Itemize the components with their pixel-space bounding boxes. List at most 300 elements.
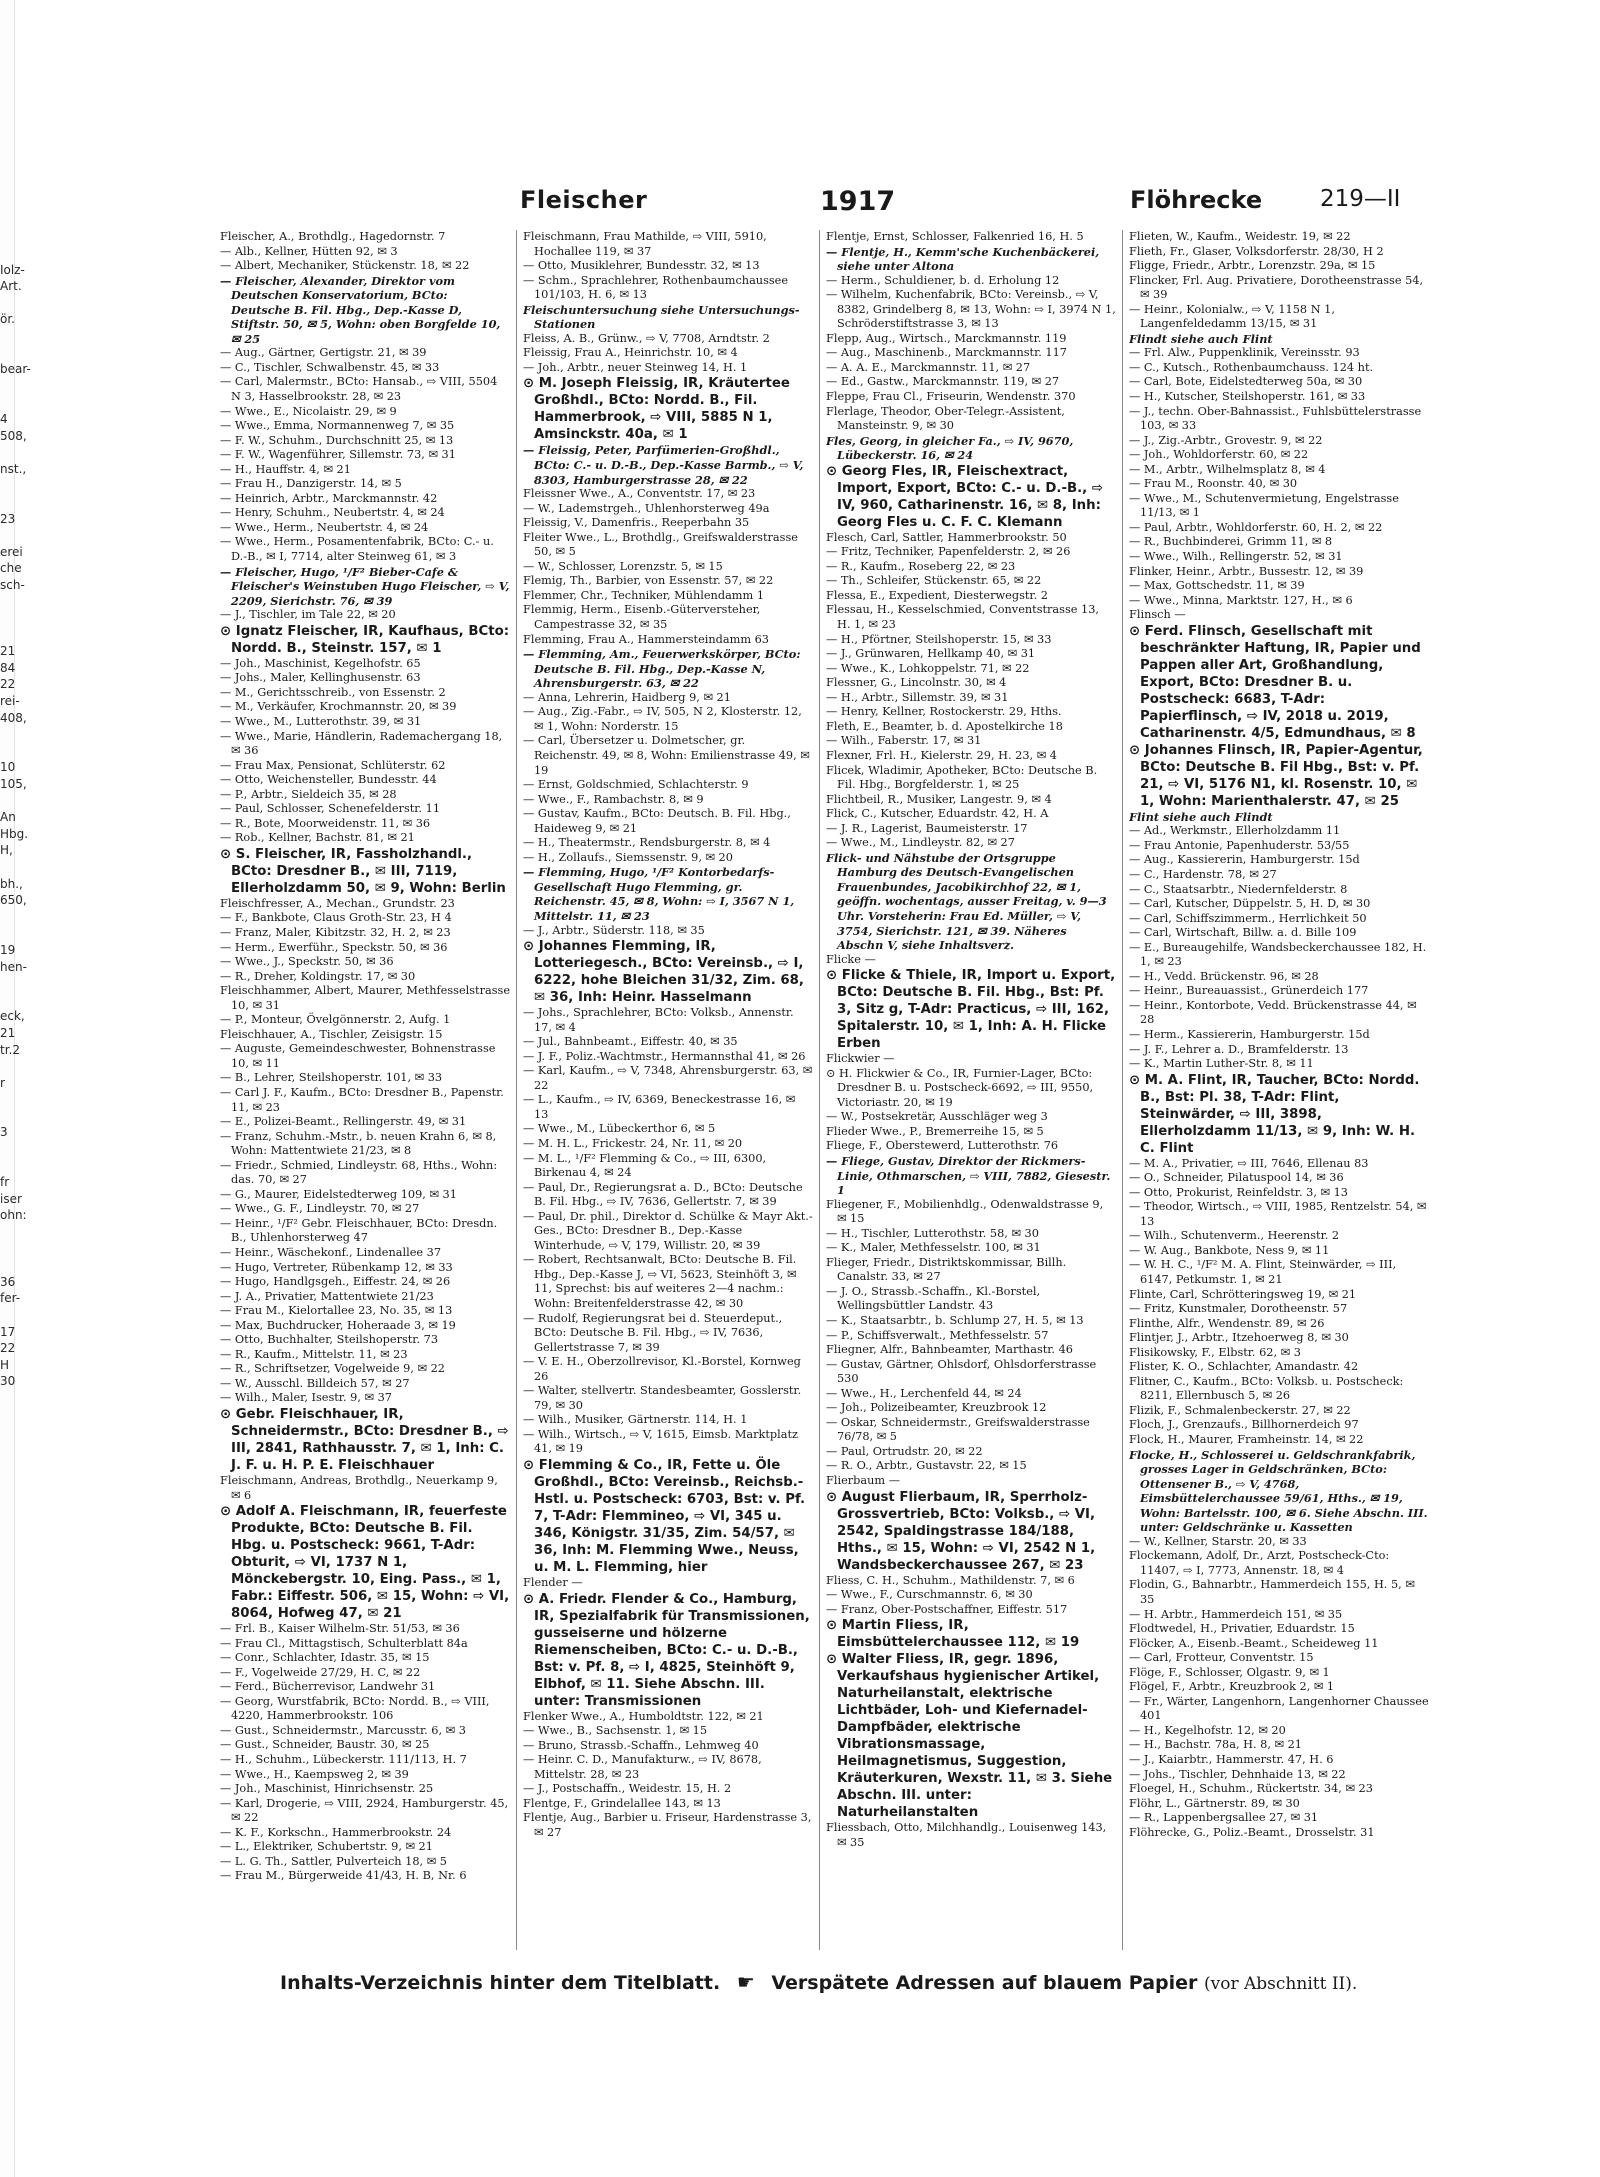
directory-entry: — F. W., Wagenführer, Sillemstr. 73, ✉ 31 [220, 448, 456, 462]
directory-entry: — Heinr., ¹/F² Gebr. Fleischhauer, BCto: Dresdn. B., Uhlenhorsterweg 47 [220, 1216, 498, 1245]
directory-entry: Fligge, Friedr., Arbtr., Lorenzstr. 29a, ✉ 15 [1129, 259, 1376, 273]
left-page-fragment-line: 21 [0, 644, 16, 659]
left-page-fragment-line: 36 [0, 1274, 16, 1289]
directory-entry: — M. H. L., Frickestr. 24, Nr. 11, ✉ 20 [523, 1136, 743, 1150]
directory-entry: Flessner, G., Lincolnstr. 30, ✉ 4 [826, 676, 1007, 690]
left-page-fragment-line [0, 1108, 44, 1125]
directory-entry: Fleischhauer, A., Tischler, Zeisigstr. 15 [220, 1027, 443, 1041]
directory-entry: — J. F., Lehrer a. D., Bramfelderstr. 13 [1129, 1042, 1349, 1056]
directory-entry: — O., Schneider, Pilatuspool 14, ✉ 36 [1129, 1171, 1344, 1185]
directory-entry: — R., Schriftsetzer, Vogelweide 9, ✉ 22 [220, 1362, 445, 1376]
directory-entry: — G., Maurer, Eidelstedterweg 109, ✉ 31 [220, 1187, 457, 1201]
left-page-fragment-line: 508, [0, 428, 27, 443]
directory-entry: — M., Gerichtsschreib., von Essenstr. 2 [220, 685, 446, 699]
directory-entry: Fleppe, Frau Cl., Friseurin, Wendenstr. 370 [826, 390, 1076, 404]
directory-entry: — Joh., Polizeibeamter, Kreuzbrook 12 [826, 1401, 1047, 1415]
directory-entry: — Wwe., K., Lohkoppelstr. 71, ✉ 22 [826, 661, 1030, 675]
directory-entry: — Wwe., Minna, Marktstr. 127, H., ✉ 6 [1129, 593, 1353, 607]
directory-entry: — W., Ausschl. Billdeich 57, ✉ 27 [220, 1376, 410, 1390]
directory-entry: Flieder Wwe., P., Bremerreihe 15, ✉ 5 [826, 1124, 1044, 1138]
directory-entry: Flinthe, Alfr., Wendenstr. 89, ✉ 26 [1129, 1316, 1325, 1330]
left-page-fragment-line: tr.2 [0, 1042, 20, 1057]
directory-entry: — H., Zollaufs., Siemssenstr. 9, ✉ 20 [523, 850, 733, 864]
left-page-fragment-line: 30 [0, 1374, 16, 1389]
left-page-fragment-line [0, 975, 44, 992]
directory-entry: — Wilhelm, Kuchenfabrik, BCto: Vereinsb., ⇨ V, 8382, Grindelberg 8, ✉ 13, Wohn: ⇨ I, 3974 N 1, Schröderstiftstrasse 3, ✉ 13 [826, 288, 1116, 331]
directory-entry: — Wwe., F., Curschmannstr. 6, ✉ 30 [826, 1588, 1033, 1602]
left-page-fragment-line [0, 328, 44, 345]
directory-entry: Fleiss, A. B., Grünw., ⇨ V, 7708, Arndtstr. 2 [523, 331, 770, 345]
left-page-fragment-line [0, 477, 44, 494]
directory-entry: Flepp, Aug., Wirtsch., Marckmannstr. 119 [826, 331, 1067, 345]
directory-entry: ⊙ Johannes Flinsch, IR, Papier-Agentur, BCto: Deutsche B. Fil Hbg., Bst: v. Pf. 21, ⇨ VI, 5176 N1, kl. Rosenstr. 10, ✉ 1, Wohn: Marienthalerstr. 47, ✉ 25 [1129, 742, 1423, 809]
directory-entry: Fleischer, A., Brothdlg., Hagedornstr. 7 [220, 230, 446, 243]
directory-entry: ⊙ August Flierbaum, IR, Sperrholz-Grossvertrieb, BCto: Volksb., ⇨ VI, 2542, Spaldingstrasse 184/188, Hths., ✉ 15, Wohn: ⇨ VI, 2542 N 1, Wandsbeckerchaussee 267, ✉ 23 [826, 1489, 1096, 1573]
directory-entry: — J., Kaiarbtr., Hammerstr. 47, H. 6 [1129, 1753, 1334, 1767]
left-page-fragment-line: 19 [0, 942, 16, 957]
directory-entry: — Gustav, Gärtner, Ohlsdorf, Ohlsdorferstrasse 530 [826, 1357, 1097, 1386]
directory-entry: Flöcker, A., Eisenb.-Beamt., Scheideweg 11 [1129, 1636, 1379, 1650]
page-number: 219—II [1320, 186, 1401, 212]
directory-entry: — Alb., Kellner, Hütten 92, ✉ 3 [220, 244, 398, 258]
directory-entry: — Oskar, Schneidermstr., Greifswalderstrasse 76/78, ✉ 5 [826, 1415, 1090, 1444]
directory-entry: — Paul, Dr., Regierungsrat a. D., BCto: Deutsche B. Fil. Hbg., ⇨ IV, 7636, Gellertstr. 7, ✉ 39 [523, 1180, 803, 1209]
directory-entry: — Flemming, Am., Feuerwerkskörper, BCto: Deutsche B. Fil. Hbg., Dep.-Kasse N, Ahrensburgerstr. 63, ✉ 22 [523, 647, 801, 691]
left-page-fragment-line: hen- [0, 959, 27, 974]
directory-entry: — Frl. Alw., Puppenklinik, Vereinsstr. 93 [1129, 346, 1360, 360]
directory-entry: Fliess, C. H., Schuhm., Mathildenstr. 7, ✉ 6 [826, 1573, 1075, 1587]
left-page-fragment-line [0, 859, 44, 876]
directory-entry: — R., Kaufm., Mittelstr. 11, ✉ 23 [220, 1347, 408, 1361]
left-page-fragment-line [0, 627, 44, 644]
directory-entry: — Ferd., Bücherrevisor, Landwehr 31 [220, 1680, 436, 1694]
directory-entry: — L., Elektriker, Schubertstr. 9, ✉ 21 [220, 1840, 433, 1854]
directory-entry: — Joh., Wohldorferstr. 60, ✉ 22 [1129, 448, 1309, 462]
left-page-fragment-line: 3 [0, 1125, 8, 1140]
left-page-fragment-line: r [0, 1075, 5, 1090]
directory-entry: — B., Lehrer, Steilshoperstr. 101, ✉ 33 [220, 1071, 443, 1085]
directory-entry: Flinker, Heinr., Arbtr., Bussestr. 12, ✉ 39 [1129, 564, 1364, 578]
directory-entry: Flichtbeil, R., Musiker, Langestr. 9, ✉ 4 [826, 792, 1052, 806]
column-3 [826, 230, 1116, 1960]
directory-entry: Flincker, Frl. Aug. Privatiere, Dorotheenstrasse 54, ✉ 39 [1129, 273, 1424, 302]
directory-entry: Flick, C., Kutscher, Eduardstr. 42, H. A [826, 807, 1049, 821]
directory-entry: ⊙ H. Flickwier & Co., IR, Furnier-Lager, BCto: Dresdner B. u. Postscheck-6692, ⇨ III, 9550, Victoriastr. 20, ✉ 19 [826, 1066, 1094, 1109]
left-page-fragment-line [0, 743, 44, 760]
directory-page [220, 178, 1460, 2078]
directory-entry: — C., Kutsch., Rothenbaumchauss. 124 ht. [1129, 360, 1374, 374]
directory-entry: — Hugo, Handlgsgeh., Eiffestr. 24, ✉ 26 [220, 1275, 451, 1289]
directory-entry: — Henry, Kellner, Rostockerstr. 29, Hths. [826, 705, 1062, 719]
directory-entry: — Frau H., Danzigerstr. 14, ✉ 5 [220, 477, 402, 491]
directory-entry: — Wwe., G. F., Lindleystr. 70, ✉ 27 [220, 1202, 420, 1216]
directory-entry: ⊙ Walter Fliess, IR, gegr. 1896, Verkaufshaus hygienischer Artikel, Naturheilanstalt, elektrische Lichtbäder, Loh- und Kiefernadel-Dampfbäder, elektrische Vibrationsmassage, Heilmagnetismus, Suggestion, Kräuterkuren, Wexstr. 11, ✉ 3. Siehe Abschn. III. unter: Naturheilanstalten [826, 1652, 1113, 1821]
directory-entry: — C., Staatsarbtr., Niedernfelderstr. 8 [1129, 882, 1348, 896]
directory-entry: — Franz, Ober-Postschaffner, Eiffestr. 517 [826, 1602, 1068, 1616]
directory-entry: — E., Polizei-Beamt., Rellingerstr. 49, ✉ 31 [220, 1115, 467, 1129]
left-page-fragment-line [0, 245, 44, 262]
directory-entry: Flender — [523, 1576, 583, 1590]
left-page-fragment-line: Iolz- [0, 262, 25, 277]
directory-entry: — H., Vedd. Brückenstr. 96, ✉ 28 [1129, 969, 1319, 983]
directory-entry: Fleischfresser, A., Mechan., Grundstr. 23 [220, 896, 455, 910]
directory-entry: — Wilh., Musiker, Gärtnerstr. 114, H. 1 [523, 1413, 748, 1427]
directory-entry: — Heinrich, Arbtr., Marckmannstr. 42 [220, 491, 438, 505]
directory-entry: — Wwe., M., Lutterothstr. 39, ✉ 31 [220, 714, 422, 728]
left-page-fragment-line [0, 444, 44, 461]
directory-entry: — Frau M., Kielortallee 23, No. 35, ✉ 13 [220, 1304, 453, 1318]
directory-entry: Fleissner Wwe., A., Conventstr. 17, ✉ 23 [523, 487, 756, 501]
directory-entry: — Fritz, Techniker, Papenfelderstr. 2, ✉ 26 [826, 545, 1071, 559]
directory-entry: — K., Maler, Methfesselstr. 100, ✉ 31 [826, 1241, 1041, 1255]
directory-entry: Flocke, H., Schlosserei u. Geldschrankfabrik, grosses Lager in Geldschränken, BCto: Ottensener B., ⇨ V, 4768, Eimsbüttelerchaussee 59/61, Hths., ✉ 19, Wohn: Bartelsstr. 100, ✉ 6. Siehe Abschn. III. unter: Geldschränke u. Kassetten [1129, 1447, 1428, 1535]
directory-entry: — C., Hardenstr. 78, ✉ 27 [1129, 867, 1277, 881]
directory-entry: — J. R., Lagerist, Baumeisterstr. 17 [826, 821, 1028, 835]
directory-entry: — Wwe., H., Lerchenfeld 44, ✉ 24 [826, 1386, 1022, 1400]
directory-entry: — W., Schlosser, Lorenzstr. 5, ✉ 15 [523, 559, 723, 573]
left-page-fragment-line: bear- [0, 362, 31, 377]
directory-entry: Fleissig, Frau A., Heinrichstr. 10, ✉ 4 [523, 346, 738, 360]
directory-entry: Flockemann, Adolf, Dr., Arzt, Postscheck-Cto: 11407, ⇨ I, 7773, Annenstr. 18, ✉ 4 [1129, 1549, 1390, 1577]
directory-entry: — F., Bankbote, Claus Groth-Str. 23, H 4 [220, 911, 452, 925]
directory-entry: — Anna, Lehrerin, Haidberg 9, ✉ 21 [523, 690, 731, 704]
directory-entry: — Rudolf, Regierungsrat bei d. Steuerdeput., BCto: Deutsche B. Fil. Hbg., ⇨ IV, 7636, Gellertstrasse 7, ✉ 39 [523, 1311, 783, 1354]
directory-entry: — Otto, Prokurist, Reinfeldstr. 3, ✉ 13 [1129, 1185, 1348, 1199]
left-page-fragment-line [0, 1224, 44, 1241]
directory-entry: — Heinr. C. D., Manufakturw., ⇨ IV, 8678, Mittelstr. 28, ✉ 23 [523, 1753, 762, 1781]
left-page-fragment-line: ör. [0, 312, 15, 327]
directory-entry: Flodin, G., Bahnarbtr., Hammerdeich 155, H. 5, ✉ 35 [1129, 1578, 1415, 1607]
directory-entry: Flintjer, J., Arbtr., Itzehoerweg 8, ✉ 30 [1129, 1331, 1349, 1345]
directory-entry: — R., Bote, Moorweidenstr. 11, ✉ 36 [220, 816, 431, 830]
header-first-entry: Fleischer [520, 186, 648, 214]
directory-entry: — R. O., Arbtr., Gustavstr. 22, ✉ 15 [826, 1459, 1027, 1473]
directory-entry: — J., Grünwaren, Hellkamp 40, ✉ 31 [826, 647, 1036, 661]
left-page-fragment-line: sch- [0, 577, 25, 592]
directory-entry: — Aug., Gärtner, Gertigstr. 21, ✉ 39 [220, 346, 427, 360]
directory-entry: — H., Tischler, Lutterothstr. 58, ✉ 30 [826, 1226, 1039, 1240]
directory-entry: — Schm., Sprachlehrer, Rothenbaumchaussee 101/103, H. 6, ✉ 13 [523, 273, 789, 302]
directory-entry: ⊙ S. Fleischer, IR, Fassholzhandl., BCto: Dresdner B., ✉ III, 7119, Ellerholzdamm 50, ✉ 9, Wohn: Berlin [220, 846, 506, 896]
left-page-fragment-line [0, 527, 44, 544]
footer-late-addresses-note: Verspätete Adressen auf blauem Papier [771, 1972, 1198, 1994]
directory-entry: — R., Kaufm., Roseberg 22, ✉ 23 [826, 559, 1016, 573]
directory-entry: Fleischmann, Frau Mathilde, ⇨ VIII, 5910, Hochallee 119, ✉ 37 [523, 230, 767, 258]
directory-entry: — L. G. Th., Sattler, Pulverteich 18, ✉ 5 [220, 1854, 447, 1868]
header-last-entry: Flöhrecke [1130, 186, 1263, 214]
directory-entry: — W., Kellner, Starstr. 20, ✉ 33 [1129, 1534, 1307, 1548]
directory-entry: — J., Postschaffn., Weidestr. 15, H. 2 [523, 1782, 732, 1796]
left-page-fragment-line [0, 345, 44, 362]
left-page-fragment-line [0, 793, 44, 810]
directory-entry: — J., techn. Ober-Bahnassist., Fuhlsbüttelerstrasse 103, ✉ 33 [1129, 404, 1422, 433]
directory-entry: — R., Buchbinderei, Grimm 11, ✉ 8 [1129, 535, 1333, 549]
left-page-fragment-line [0, 909, 44, 926]
directory-entry: — P., Arbtr., Sieldeich 35, ✉ 28 [220, 787, 397, 801]
left-page-fragment-line [0, 394, 44, 411]
directory-entry: — Auguste, Gemeindeschwester, Bohnenstrasse 10, ✉ 11 [220, 1042, 496, 1070]
directory-entry: — Gust., Schneider, Baustr. 30, ✉ 25 [220, 1738, 430, 1752]
directory-entry: — Carl J. F., Kaufm., BCto: Dresdner B., Papenstr. 11, ✉ 23 [220, 1085, 504, 1114]
directory-entry: — Robert, Rechtsanwalt, BCto: Deutsche B. Fil. Hbg., Dep.-Kasse J, ⇨ VI, 5623, Steinhöft 3, ✉ 11, Sprechst: bis auf weiteres 2—4 nachm.: Wohn: Breitenfelderstrasse 42, ✉ 30 [523, 1253, 797, 1310]
directory-entry: Fleischmann, Andreas, Brothdlg., Neuerkamp 9, ✉ 6 [220, 1474, 498, 1502]
directory-entry: ⊙ Flicke & Thiele, IR, Import u. Export, BCto: Deutsche B. Fil. Hbg., Bst: Pf. 3, Sitz g, T-Adr: Practicus, ⇨ III, 162, Spitalerstr. 10, ✉ 1, Inh: A. H. Flicke Erben [826, 968, 1116, 1052]
directory-entry: — Henry, Schuhm., Neubertstr. 4, ✉ 24 [220, 506, 445, 520]
column-4 [1129, 230, 1429, 1960]
directory-entry: Flentje, Aug., Barbier u. Friseur, Hardenstrasse 3, ✉ 27 [523, 1811, 812, 1839]
directory-entry: — Johs., Sprachlehrer, BCto: Volksb., Annenstr. 17, ✉ 4 [523, 1006, 794, 1034]
left-page-fragment-line: 22 [0, 1341, 16, 1356]
directory-entry: Flicek, Wladimir, Apotheker, BCto: Deutsche B. Fil. Hbg., Borgfelderstr. 1, ✉ 25 [826, 763, 1098, 792]
directory-entry: — Walter, stellvertr. Standesbeamter, Gosslerstr. 79, ✉ 30 [523, 1384, 802, 1412]
left-page-fragment-line: fer- [0, 1291, 21, 1306]
directory-entry: — J., Zig.-Arbtr., Grovestr. 9, ✉ 22 [1129, 433, 1323, 447]
directory-entry: Flessau, H., Kesselschmied, Conventstrasse 13, H. 1, ✉ 23 [826, 603, 1100, 632]
footer-section-note: (vor Abschnitt II). [1204, 1974, 1358, 1994]
directory-entry: Flitner, C., Kaufm., BCto: Volksb. u. Postscheck: 8211, Ellernbusch 5, ✉ 26 [1129, 1374, 1404, 1403]
directory-entry: — Wwe., Emma, Normannenweg 7, ✉ 35 [220, 419, 455, 433]
directory-entry: — Otto, Musiklehrer, Bundesstr. 32, ✉ 13 [523, 259, 760, 273]
directory-entry: — Aug., Kassiererin, Hamburgerstr. 15d [1129, 853, 1360, 867]
directory-entry: Fliege, F., Oberstewerd, Lutterothstr. 76 [826, 1139, 1059, 1153]
left-page-fragment-line: erei [0, 544, 23, 559]
left-page-fragment-line: 23 [0, 511, 16, 526]
directory-entry: — Paul, Schlosser, Schenefelderstr. 11 [220, 802, 441, 816]
directory-entry: — Friedr., Schmied, Lindleystr. 68, Hths., Wohn: das. 70, ✉ 27 [220, 1158, 498, 1187]
directory-entry: — H., Theatermstr., Rendsburgerstr. 8, ✉ 4 [523, 836, 771, 850]
directory-entry: Flierbaum — [826, 1474, 900, 1488]
left-page-fragment-line [0, 610, 44, 627]
directory-entry: — H., Hauffstr. 4, ✉ 21 [220, 462, 351, 476]
directory-entry: ⊙ Gebr. Fleischhauer, IR, Schneidermstr., BCto: Dresdner B., ⇨ III, 2841, Rathhausstr. 7, ✉ 1, Inh: C. J. F. u. H. P. E. Fleischhauer [220, 1407, 509, 1474]
directory-entry: Floegel, H., Schuhm., Rückertstr. 34, ✉ 23 [1129, 1782, 1373, 1796]
directory-entry: Fleiter Wwe., L., Brothdlg., Greifswalderstrasse 50, ✉ 5 [523, 530, 798, 559]
directory-entry: Fleischuntersuchung siehe Untersuchungs-Stationen [523, 302, 800, 332]
directory-entry: Flöge, F., Schlosser, Olgastr. 9, ✉ 1 [1129, 1665, 1330, 1679]
directory-entry: — W. Aug., Bankbote, Ness 9, ✉ 11 [1129, 1243, 1330, 1257]
directory-entry: — K. F., Korkschn., Hammerbrookstr. 24 [220, 1825, 452, 1839]
directory-entry: — A. A. E., Marckmannstr. 11, ✉ 27 [826, 360, 1031, 374]
directory-entry: — W., Lademstrgeh., Uhlenhorsterweg 49a [523, 501, 770, 515]
left-page-fragment-line [0, 726, 44, 743]
left-page-fragment-line: Hbg. [0, 826, 29, 841]
directory-entry: — Gustav, Kaufm., BCto: Deutsch. B. Fil. Hbg., Haideweg 9, ✉ 21 [523, 807, 791, 835]
left-page-fragment-line: Art. [0, 279, 22, 294]
directory-entry: Flenker Wwe., A., Humboldtstr. 122, ✉ 21 [523, 1709, 764, 1723]
directory-entry: Flerlage, Theodor, Ober-Telegr.-Assistent, Mansteinstr. 9, ✉ 30 [826, 404, 1065, 433]
directory-entry: Flint siehe auch Flindt [1129, 809, 1273, 824]
directory-entry: — H., Arbtr., Sillemstr. 39, ✉ 31 [826, 690, 1009, 704]
directory-entry: — Albert, Mechaniker, Stückenstr. 18, ✉ 22 [220, 259, 470, 273]
directory-entry: Floch, J., Grenzaufs., Billhornerdeich 97 [1129, 1418, 1359, 1432]
left-page-fragment-line: 10 [0, 760, 16, 775]
column-divider [1122, 230, 1123, 1950]
directory-entry: — Paul, Dr. phil., Direktor d. Schülke & Mayr Akt.-Ges., BCto: Dresdner B., Dep.-Kasse Winterhude, ⇨ V, 179, Willistr. 20, ✉ 39 [523, 1209, 813, 1252]
left-page-fragment-line: ohn: [0, 1208, 27, 1223]
directory-entry: Flieten, W., Kaufm., Weidestr. 19, ✉ 22 [1129, 230, 1351, 243]
directory-entry: — Wilh., Maler, Isestr. 9, ✉ 37 [220, 1391, 392, 1405]
directory-entry: Flicke — [826, 952, 876, 966]
directory-entry: Fleissig, V., Damenfris., Reeperbahn 35 [523, 516, 750, 530]
left-page-fragment-line: H [0, 1357, 10, 1372]
directory-entry: — Otto, Weichensteller, Bundesstr. 44 [220, 773, 437, 787]
directory-entry: — Wwe., H., Kaempsweg 2, ✉ 39 [220, 1767, 409, 1781]
column-divider [819, 230, 820, 1950]
directory-entry: — H., Kutscher, Steilshoperstr. 161, ✉ 33 [1129, 390, 1366, 404]
directory-entry: — Carl, Kutscher, Düppelstr. 5, H. D, ✉ 30 [1129, 897, 1371, 911]
directory-entry: — Flentje, H., Kemm'sche Kuchenbäckerei, siehe unter Altona [826, 244, 1100, 274]
directory-entry: — P., Schiffsverwalt., Methfesselstr. 57 [826, 1328, 1049, 1342]
directory-entry: Flemig, Th., Barbier, von Essenstr. 57, ✉ 22 [523, 574, 774, 588]
directory-entry: — F. W., Schuhm., Durchschnitt 25, ✉ 13 [220, 433, 454, 447]
directory-entry: — Carl, Schiffszimmerm., Herrlichkeit 50 [1129, 911, 1367, 925]
directory-entry: Flickwier — [826, 1052, 895, 1066]
directory-entry: Flentje, Ernst, Schlosser, Falkenried 16, H. 5 [826, 230, 1084, 243]
directory-entry: — Frau Max, Pensionat, Schlüterstr. 62 [220, 758, 446, 772]
directory-entry: — Fritz, Kunstmaler, Dorotheenstr. 57 [1129, 1302, 1348, 1316]
directory-entry: — H., Pförtner, Steilshoperstr. 15, ✉ 33 [826, 632, 1052, 646]
left-page-fragment-line: rei- [0, 694, 20, 709]
directory-entry: — W., Postsekretär, Ausschläger weg 3 [826, 1110, 1048, 1124]
directory-entry: ⊙ Johannes Flemming, IR, Lotteriegesch., BCto: Vereinsb., ⇨ I, 6222, hohe Bleichen 31/32, Zim. 68, ✉ 36, Inh: Heinr. Hasselmann [523, 939, 804, 1006]
left-page-fragment-line: 4 [0, 411, 8, 426]
directory-entry: — Wwe., Marie, Händlerin, Rademachergang 18, ✉ 36 [220, 729, 503, 758]
directory-entry: — Herm., Kassiererin, Hamburgerstr. 15d [1129, 1027, 1370, 1041]
directory-entry: — Paul, Ortrudstr. 20, ✉ 22 [826, 1444, 983, 1458]
directory-entry: Flister, K. O., Schlachter, Amandastr. 42 [1129, 1360, 1359, 1374]
directory-entry: Flessa, E., Expedient, Diesterwegstr. 2 [826, 588, 1048, 602]
directory-entry: — Bruno, Strassb.-Schaffn., Lehmweg 40 [523, 1738, 759, 1752]
directory-entry: — Hugo, Vertreter, Rübenkamp 12, ✉ 33 [220, 1260, 453, 1274]
directory-entry: ⊙ Martin Fliess, IR, Eimsbüttelerchaussee 112, ✉ 19 [826, 1618, 1080, 1651]
directory-entry: — K., Martin Luther-Str. 8, ✉ 11 [1129, 1057, 1314, 1071]
directory-entry: — Wwe., J., Speckstr. 50, ✉ 36 [220, 955, 394, 969]
directory-entry: Flemmer, Chr., Techniker, Mühlendamm 1 [523, 588, 765, 602]
page-header [220, 178, 1460, 238]
directory-entry: Flodtwedel, H., Privatier, Eduardstr. 15 [1129, 1622, 1355, 1636]
directory-entry: — H. Arbtr., Hammerdeich 151, ✉ 35 [1129, 1607, 1343, 1621]
directory-entry: — Ed., Gastw., Marckmannstr. 119, ✉ 27 [826, 375, 1060, 389]
left-page-fragment-line [0, 494, 44, 511]
directory-entry: Fliegener, F., Mobilienhdlg., Odenwaldstrasse 9, ✉ 15 [826, 1197, 1104, 1226]
directory-entry: — Heinr., Wäschekonf., Lindenallee 37 [220, 1246, 442, 1259]
directory-entry: Flinsch — [1129, 608, 1186, 622]
directory-entry: Fliegner, Alfr., Bahnbeamter, Marthastr. 46 [826, 1343, 1073, 1357]
directory-entry: — Th., Schleifer, Stückenstr. 65, ✉ 22 [826, 574, 1042, 588]
directory-entry: — Wwe., Herm., Posamentenfabrik, BCto: C.- u. D.-B., ✉ I, 7714, alter Steinweg 61, ✉ 3 [220, 535, 494, 564]
directory-entry: — W. H. C., ¹/F² M. A. Flint, Steinwärder, ⇨ III, 6147, Petkumstr. 1, ✉ 21 [1129, 1258, 1397, 1286]
directory-entry: — Wwe., B., Sachsenstr. 1, ✉ 15 [523, 1724, 708, 1738]
directory-entry: Flinte, Carl, Schrötteringsweg 19, ✉ 21 [1129, 1287, 1357, 1301]
directory-entry: — Carl, Frotteur, Conventstr. 15 [1129, 1651, 1314, 1665]
directory-entry: — Franz, Schuhm.-Mstr., b. neuen Krahn 6, ✉ 8, Wohn: Mattentwiete 21/23, ✉ 8 [220, 1129, 497, 1158]
directory-entry: Flöhr, L., Gärtnerstr. 89, ✉ 30 [1129, 1796, 1300, 1810]
pointing-hand-icon: ☛ [736, 1970, 755, 1994]
directory-entry: — Max, Buchdrucker, Hoheraade 3, ✉ 19 [220, 1318, 456, 1332]
directory-entry: — L., Kaufm., ⇨ IV, 6369, Beneckestrasse 16, ✉ 13 [523, 1093, 796, 1121]
directory-entry: — Max, Gottschedstr. 11, ✉ 39 [1129, 579, 1305, 593]
left-page-fragment-line [0, 1091, 44, 1108]
directory-entry: — Conr., Schlachter, Idastr. 35, ✉ 15 [220, 1651, 430, 1665]
left-page-fragment-line: 650, [0, 893, 27, 908]
directory-entry: — Wwe., M., Schutenvermietung, Engelstrasse 11/13, ✉ 1 [1129, 491, 1399, 520]
directory-entry: — Otto, Buchhalter, Steilshoperstr. 73 [220, 1333, 439, 1347]
directory-entry: — Karl, Kaufm., ⇨ V, 7348, Ahrensburgerstr. 63, ✉ 22 [523, 1064, 813, 1092]
directory-entry: — R., Dreher, Koldingstr. 17, ✉ 30 [220, 969, 416, 983]
left-page-fragment-line [0, 378, 44, 395]
left-page-fragment-line: fr [0, 1175, 10, 1190]
directory-entry: — Heinr., Kontorbote, Vedd. Brückenstrasse 44, ✉ 28 [1129, 998, 1417, 1027]
left-page-fragment-line: che [0, 561, 22, 576]
directory-entry: — Wwe., Wilh., Rellingerstr. 52, ✉ 31 [1129, 550, 1343, 564]
left-page-fragment-line: An [0, 810, 16, 825]
directory-entry: — Wwe., M., Lindleystr. 82, ✉ 27 [826, 836, 1015, 850]
directory-entry: — Ernst, Goldschmied, Schlachterstr. 9 [523, 778, 749, 792]
directory-entry: Flentge, F., Grindelallee 143, ✉ 13 [523, 1796, 721, 1810]
directory-entry: — M. A., Privatier, ⇨ III, 7646, Ellenau 83 [1129, 1156, 1369, 1170]
directory-entry: Fleth, E., Beamter, b. d. Apostelkirche 18 [826, 719, 1063, 733]
directory-entry: — Aug., Maschinenb., Marckmannstr. 117 [826, 346, 1067, 360]
directory-entry: — J. F., Poliz.-Wachtmstr., Hermannsthal 41, ✉ 26 [523, 1049, 806, 1063]
directory-entry: ⊙ Ferd. Flinsch, Gesellschaft mit beschränkter Haftung, IR, Papier und Pappen aller Art, Großhandlung, Export, BCto: Dresdner B. u. Postscheck: 6683, T-Adr: Papierflinsch, ⇨ IV, 2018 u. 2019, Catharinenstr. 4/5, Edmundhaus, ✉ 8 [1129, 623, 1421, 741]
directory-entry: — Wwe., Herm., Neubertstr. 4, ✉ 24 [220, 520, 429, 534]
left-page-fragment-line [0, 1307, 44, 1324]
directory-entry: — Herm., Schuldiener, b. d. Erholung 12 [826, 273, 1060, 287]
directory-entry: Flizik, F., Schmalenbeckerstr. 27, ✉ 22 [1129, 1403, 1351, 1417]
directory-entry: Flemmig, Herm., Eisenb.-Güterversteher, Campestrasse 32, ✉ 35 [523, 603, 761, 632]
directory-entry: — Aug., Zig.-Fabr., ⇨ IV, 505, N 2, Klosterstr. 12, ✉ 1, Wohn: Norderstr. 15 [523, 705, 802, 733]
left-page-fragment-line [0, 1141, 44, 1158]
directory-entry: — J., Tischler, im Tale 22, ✉ 20 [220, 608, 396, 622]
left-page-fragment-line: 408, [0, 710, 27, 725]
directory-entry: Flieger, Friedr., Distriktskommissar, Billh. Canalstr. 33, ✉ 27 [826, 1255, 1067, 1284]
directory-entry: ⊙ Georg Fles, IR, Fleischextract, Import, Export, BCto: C.- u. D.-B., ⇨ IV, 960, Catharinenstr. 16, ✉ 8, Inh: Georg Fles u. C. F. C. Klemann [826, 463, 1104, 530]
directory-entry: — Heinr., Bureauassist., Grünerdeich 177 [1129, 984, 1369, 998]
directory-entry: Flemming, Frau A., Hammersteindamm 63 [523, 632, 769, 646]
directory-entry: — H., Bachstr. 78a, H. 8, ✉ 21 [1129, 1738, 1302, 1752]
directory-entry: — Joh., Maschinist, Hinrichsenstr. 25 [220, 1782, 434, 1796]
directory-entry: — Johs., Tischler, Dehnhaide 13, ✉ 22 [1129, 1767, 1346, 1781]
left-page-fragment-line [0, 295, 44, 312]
directory-entry: Fles, Georg, in gleicher Fa., ⇨ IV, 9670, Lübeckerstr. 16, ✉ 24 [826, 433, 1074, 463]
directory-entry: ⊙ Ignatz Fleischer, IR, Kaufhaus, BCto: Nordd. B., Steinstr. 157, ✉ 1 [220, 623, 510, 656]
directory-entry: — Ad., Werkmstr., Ellerholzdamm 11 [1129, 824, 1341, 838]
directory-entry: — M. L., ¹/F² Flemming & Co., ⇨ III, 6300, Birkenau 4, ✉ 24 [523, 1151, 767, 1180]
directory-columns [220, 230, 1460, 1960]
left-page-fragment-line [0, 1241, 44, 1258]
directory-entry: — Georg, Wurstfabrik, BCto: Nordd. B., ⇨ VIII, 4220, Hammerbrookstr. 106 [220, 1694, 490, 1723]
left-page-fragment-line: 84 [0, 660, 16, 675]
directory-entry: — Johs., Maler, Kellinghusenstr. 63 [220, 671, 421, 685]
directory-entry: — R., Lappenbergsallee 27, ✉ 31 [1129, 1811, 1319, 1825]
column-2 [523, 230, 813, 1960]
left-page-fragment-line: nst., [0, 461, 27, 476]
directory-entry: — E., Bureaugehilfe, Wandsbeckerchaussee 182, H. 1, ✉ 23 [1129, 940, 1427, 969]
directory-entry: — Heinr., Kolonialw., ⇨ V, 1158 N 1, Langenfeldedamm 13/15, ✉ 31 [1129, 302, 1335, 331]
directory-entry: Fleischhammer, Albert, Maurer, Methfesselstrasse 10, ✉ 31 [220, 984, 510, 1012]
directory-entry: Flöhrecke, G., Poliz.-Beamt., Drosselstr. 31 [1129, 1825, 1375, 1839]
directory-entry: — Joh., Arbtr., neuer Steinweg 14, H. 1 [523, 360, 748, 374]
left-page-fragment-line [0, 1158, 44, 1175]
directory-entry: — Fleischer, Alexander, Direktor vom Deutschen Konservatorium, BCto: Deutsche B. Fil. Hbg., Dep.-Kasse D, Stiftstr. 50, ✉ 5, Wohn: oben Borgfelde 10, ✉ 25 [220, 273, 501, 346]
directory-entry: — Herm., Ewerführ., Speckstr. 50, ✉ 36 [220, 940, 448, 954]
directory-entry: — Frau Cl., Mittagstisch, Schulterblatt 84a [220, 1636, 468, 1650]
left-page-fragment-line: eck, [0, 1009, 25, 1024]
directory-entry: — Fleissig, Peter, Parfümerien-Großhdl., BCto: C.- u. D.-B., Dep.-Kasse Barmb., ⇨ V, 8303, Hamburgerstrasse 28, ✉ 22 [523, 443, 804, 487]
directory-entry: — Carl, Bote, Eidelstedterweg 50a, ✉ 30 [1129, 375, 1363, 389]
directory-entry: Flock, H., Maurer, Framheinstr. 14, ✉ 22 [1129, 1433, 1364, 1446]
directory-entry: — Flemming, Hugo, ¹/F² Kontorbedarfs-Gesellschaft Hugo Flemming, gr. Reichenstr. 45, ✉ 8, Wohn: ⇨ I, 3567 N 1, Mittelstr. 11, ✉ 23 [523, 865, 795, 923]
